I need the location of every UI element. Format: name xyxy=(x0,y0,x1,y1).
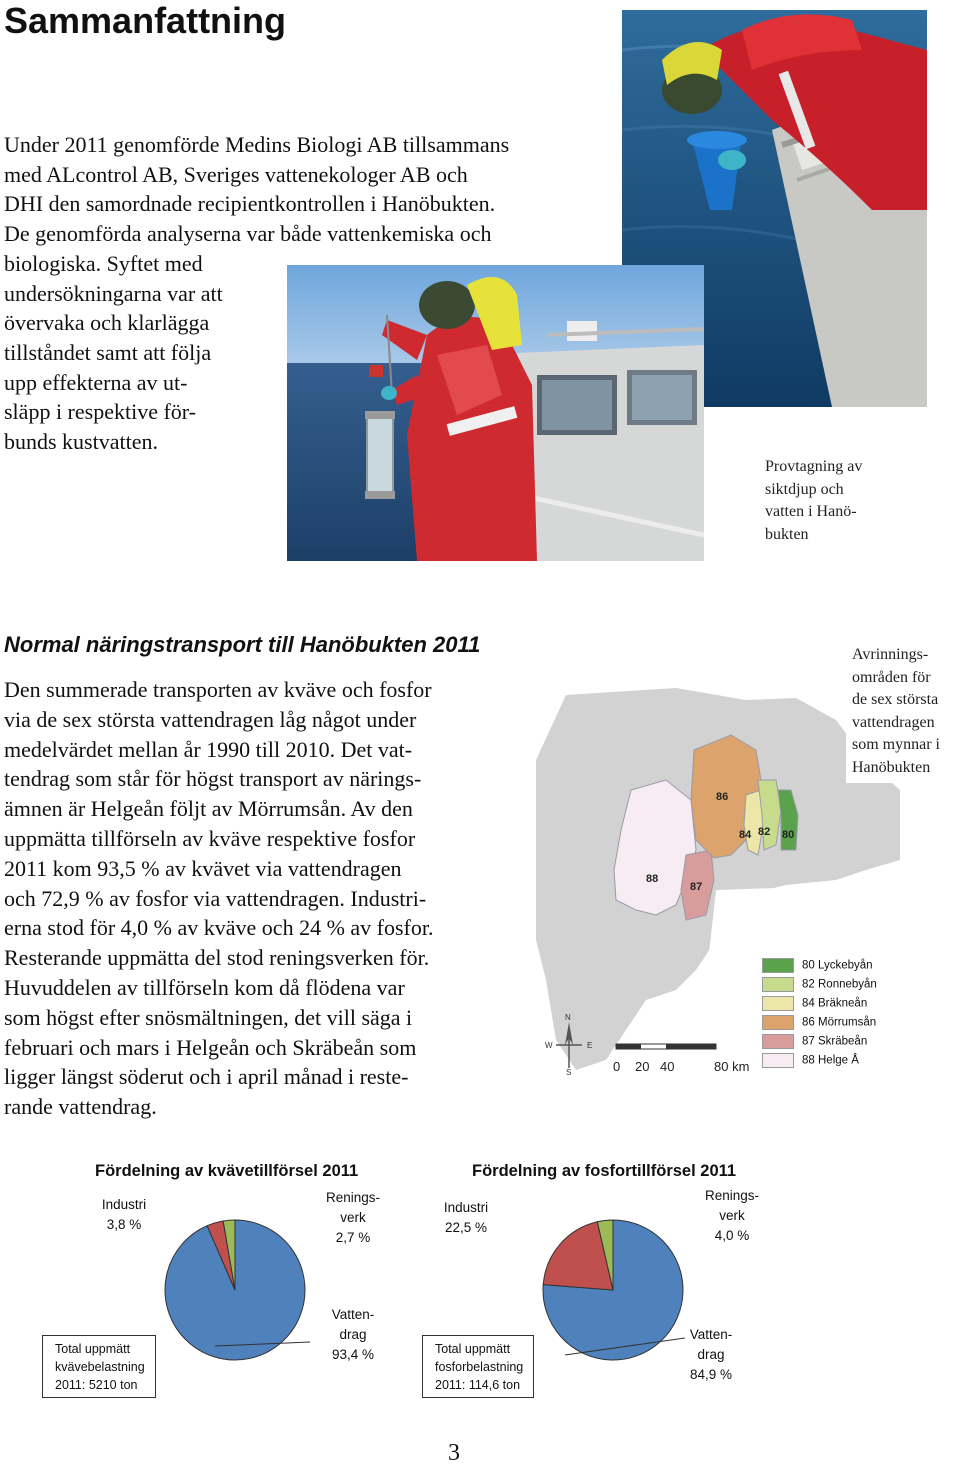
caption-line: siktdjup och xyxy=(765,480,844,498)
label-line: Industri xyxy=(101,1197,147,1212)
body-line: tendrag som står för högst transport av närings- xyxy=(4,766,422,792)
map-legend xyxy=(762,958,898,1078)
legend-name: Skräbeån xyxy=(818,1035,868,1048)
box-line: Total uppmätt xyxy=(55,1342,131,1356)
legend-swatch xyxy=(762,1034,794,1049)
map-caption-line: områden för xyxy=(852,668,931,686)
area-label: 82 xyxy=(758,826,771,838)
intro-line: undersökningarna var att xyxy=(4,280,223,306)
chart-title-phosphorus: Fördelning av fosfortillförsel 2011 xyxy=(472,1162,737,1180)
area-label: 80 xyxy=(782,829,795,841)
legend-item xyxy=(762,958,873,974)
page-title: Sammanfattning xyxy=(4,0,287,41)
scale-label: 20 xyxy=(635,1059,650,1074)
label-line: drag xyxy=(339,1327,367,1342)
legend-item xyxy=(762,996,867,1012)
intro-line: med ALcontrol AB, Sveriges vattenekologer AB och xyxy=(4,161,468,187)
legend-code: 82 xyxy=(802,978,815,991)
legend-item xyxy=(762,977,877,993)
compass-south-label: S xyxy=(566,1068,572,1077)
legend-code: 87 xyxy=(802,1035,815,1048)
body-line: Resterande uppmätta del stod reningsverken för. xyxy=(4,945,430,971)
map-caption-line: vattendragen xyxy=(852,713,935,731)
label-line: Industri xyxy=(443,1200,489,1215)
intro-line: DHI den samordnade recipientkontrollen i Hanöbukten. xyxy=(4,191,496,217)
body-line: uppmätta tillförseln av kväve respektive fosfor xyxy=(4,825,416,851)
label-line: 2,7 % xyxy=(335,1230,371,1245)
leader-line-phosphorus xyxy=(560,1330,690,1370)
legend-code: 84 xyxy=(802,997,815,1010)
body-line: ämnen är Helgeån följt av Mörrumsån. Av den xyxy=(4,796,413,822)
body-line: rande vattendrag. xyxy=(4,1094,157,1120)
legend-name: Ronnebyån xyxy=(818,978,877,991)
photo-caption xyxy=(765,456,862,546)
label-line: drag xyxy=(697,1347,725,1362)
label-line: verk xyxy=(340,1210,366,1225)
intro-line: bunds kustvatten. xyxy=(4,429,158,455)
caption-line: bukten xyxy=(765,525,809,543)
body-line: Huvuddelen av tillförseln kom då flödena var xyxy=(4,974,405,1000)
box-line: kvävebelastning xyxy=(55,1360,145,1374)
body-line: och 72,9 % av fosfor via vattendragen. Industri- xyxy=(4,885,427,911)
label-line: 22,5 % xyxy=(444,1220,488,1235)
body-line: som högst efter snösmältningen, det vill säga i xyxy=(4,1004,413,1030)
label-line: Renings- xyxy=(325,1190,381,1205)
label-line: 3,8 % xyxy=(106,1217,142,1232)
intro-line: släpp i respektive för- xyxy=(4,399,196,425)
compass-north-label: N xyxy=(565,1013,571,1022)
leader-line-nitrogen xyxy=(210,1336,320,1366)
legend-code: 80 xyxy=(802,959,815,972)
legend-swatch xyxy=(762,1015,794,1030)
intro-line: upp effekterna av ut- xyxy=(4,369,188,395)
legend-item xyxy=(762,1034,867,1050)
body-line: ligger längst söderut och i april månad i reste- xyxy=(4,1064,409,1090)
label-line: Renings- xyxy=(704,1188,760,1203)
body-line: erna stod för 4,0 % av kväve och 24 % av fosfor. xyxy=(4,915,434,941)
map-caption-line: som mynnar i xyxy=(852,736,940,753)
legend-name: Bräkneån xyxy=(818,997,868,1010)
legend-name: Lyckebyån xyxy=(818,959,873,972)
body-line: 2011 kom 93,5 % av kvävet via vattendragen xyxy=(4,855,402,881)
body-line: medelvärdet mellan år 1990 till 2010. Det vat- xyxy=(4,736,413,762)
box-line: 2011: 114,6 ton xyxy=(435,1378,521,1392)
legend-code: 86 xyxy=(802,1016,815,1029)
intro-line: övervaka och klarlägga xyxy=(4,310,210,336)
total-box-phosphorus xyxy=(422,1335,534,1398)
body-line: via de sex största vattendragen låg något under xyxy=(4,706,417,732)
scale-label: 40 xyxy=(660,1059,675,1074)
label-industri-phosphorus xyxy=(428,1198,504,1238)
legend-item xyxy=(762,1053,859,1069)
legend-name: Mörrumsån xyxy=(818,1016,877,1029)
body-line: februari och mars i Helgeån och Skräbeån som xyxy=(4,1034,417,1060)
label-line: verk xyxy=(719,1208,745,1223)
photo-illustration-2 xyxy=(287,265,704,561)
map-caption-line: Avrinnings- xyxy=(852,646,929,663)
intro-line: tillståndet samt att följa xyxy=(4,339,212,365)
body-paragraph xyxy=(4,675,544,1122)
compass-east-label: E xyxy=(587,1041,593,1050)
label-line: 4,0 % xyxy=(714,1228,750,1243)
area-label: 87 xyxy=(690,881,703,893)
label-line: Vatten- xyxy=(689,1327,733,1342)
body-line: Den summerade transporten av kväve och fosfor xyxy=(4,677,432,702)
compass-west-label: W xyxy=(545,1041,553,1050)
label-reningsverk-phosphorus xyxy=(692,1186,772,1246)
label-line: Vatten- xyxy=(331,1307,375,1322)
section-heading: Normal näringstransport till Hanöbukten 2011 xyxy=(4,632,481,657)
caption-line: Provtagning av xyxy=(765,458,863,475)
map-caption-line: de sex största xyxy=(852,691,939,708)
area-label: 86 xyxy=(716,791,729,803)
chart-title-nitrogen: Fördelning av kvävetillförsel 2011 xyxy=(95,1162,359,1180)
label-vattendrag-nitrogen xyxy=(313,1305,393,1365)
legend-swatch xyxy=(762,977,794,992)
legend-swatch xyxy=(762,996,794,1011)
photo-sampler-on-boat xyxy=(287,265,704,561)
box-line: fosforbelastning xyxy=(435,1360,524,1374)
intro-line: Under 2011 genomförde Medins Biologi AB tillsammans xyxy=(4,132,510,157)
label-line: 84,9 % xyxy=(689,1367,733,1382)
legend-swatch xyxy=(762,1053,794,1068)
legend-swatch xyxy=(762,958,794,973)
box-line: Total uppmätt xyxy=(435,1342,511,1356)
map-caption-line: Hanöbukten xyxy=(852,758,931,776)
area-label: 88 xyxy=(646,873,659,885)
box-line: 2011: 5210 ton xyxy=(55,1378,138,1392)
label-reningsverk-nitrogen xyxy=(313,1188,393,1248)
total-box-nitrogen xyxy=(42,1335,156,1398)
legend-item xyxy=(762,1015,876,1031)
intro-line: De genomförda analyserna var både vattenkemiska och xyxy=(4,221,492,247)
intro-line: biologiska. Syftet med xyxy=(4,250,203,276)
page-number: 3 xyxy=(448,1440,460,1466)
area-label: 84 xyxy=(739,829,752,841)
legend-code: 88 xyxy=(802,1054,815,1067)
legend-name: Helge Å xyxy=(818,1054,859,1067)
map-caption xyxy=(846,642,944,783)
scale-label: 0 xyxy=(613,1059,621,1074)
scale-label: 80 km xyxy=(714,1059,750,1074)
caption-line: vatten i Hanö- xyxy=(765,503,857,520)
label-industri-nitrogen xyxy=(86,1195,162,1235)
label-line: 93,4 % xyxy=(331,1347,375,1362)
